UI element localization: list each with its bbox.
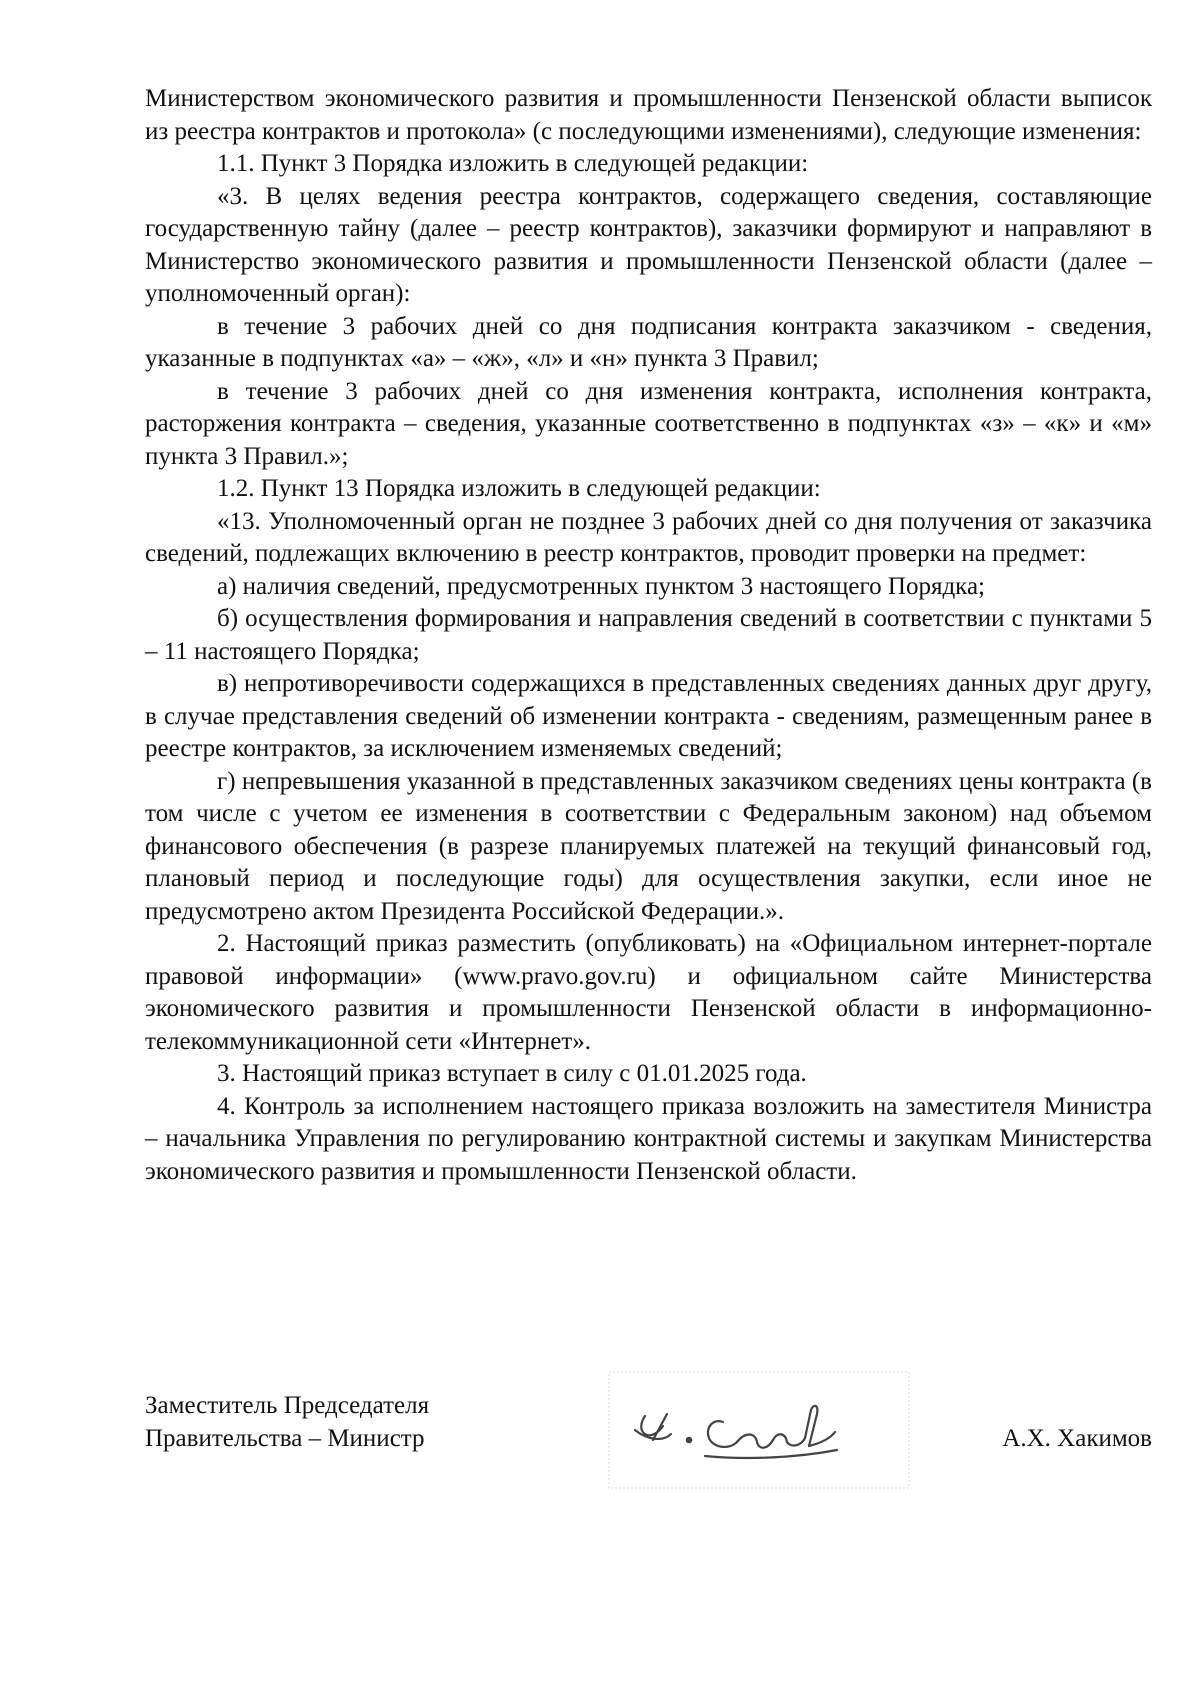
paragraph: 3. Настоящий приказ вступает в силу с 01.01.2025 года.: [217, 1060, 807, 1087]
signatory-position-line: Заместитель Председателя: [145, 1392, 430, 1419]
paragraph: 1.2. Пункт 13 Порядка изложить в следующей редакции:: [217, 475, 821, 502]
paragraph: в течение 3 рабочих дней со дня изменения контракта, исполнения контракта, расторжения контракта – сведения, указанные соответственно в подпунктах «з» – «к» и «м» пункта 3 Правил.»;: [145, 377, 1152, 470]
paragraph: «13. Уполномоченный орган не позднее 3 рабочих дней со дня получения от заказчика сведений, подлежащих включению в реестр контрактов, проводит проверки на предмет:: [145, 507, 1152, 567]
paragraph: б) осуществления формирования и направления сведений в соответствии с пунктами 5 – 11 настоящего Порядка;: [145, 605, 1152, 665]
paragraph: а) наличия сведений, предусмотренных пунктом 3 настоящего Порядка;: [217, 572, 985, 600]
signatory-position-line: Правительства – Министр: [145, 1424, 425, 1452]
document-body: [145, 83, 1152, 1188]
paragraph: г) непревышения указанной в представленных заказчиком сведениях цены контракта (в том числе с учетом ее изменения в соответствии с Федеральным законом) над объемом финансового обеспечения (в разрезе планируемых платежей на текущий финансовый год, плановый период и последующие годы) для осуществления закупки, если иное не предусмотрено актом Президента Российской Федерации.».: [145, 767, 1152, 925]
paragraph: в течение 3 рабочих дней со дня подписания контракта заказчиком - сведения, указанные в подпунктах «а» – «ж», «л» и «н» пункта 3 Правил;: [145, 312, 1152, 372]
paragraph: 1.1. Пункт 3 Порядка изложить в следующей редакции:: [217, 150, 809, 177]
paragraph: 4. Контроль за исполнением настоящего приказа возложить на заместителя Министра – начальника Управления по регулированию контрактной системы и закупкам Министерства экономического развития и промышленности Пензенской области.: [145, 1092, 1152, 1185]
signatory-name: А.Х. Хакимов: [1002, 1424, 1152, 1452]
paragraph: в) непротиворечивости содержащихся в представленных сведениях данных друг другу, в случае представления сведений об изменении контракта - сведениям, размещенным ранее в реестре контрактов, за исключением изменяемых сведений;: [145, 670, 1152, 762]
signatory-position: [145, 1390, 429, 1455]
paragraph: Министерством экономического развития и промышленности Пензенской области выписок из реестра контрактов и протокола» (с последующими изменениями), следующие изменения:: [145, 85, 1152, 145]
paragraph: «3. В целях ведения реестра контрактов, содержащего сведения, составляющие государственную тайну (далее – реестр контрактов), заказчики формируют и направляют в Министерство экономического развития и промышленности Пензенской области (далее – уполномоченный орган):: [145, 182, 1152, 307]
signature-block: [145, 1390, 1152, 1500]
handwritten-signature: [605, 1370, 915, 1490]
paragraph: 2. Настоящий приказ разместить (опубликовать) на «Официальном интернет-портале правовой информации» (www.pravo.gov.ru) и официальном сайте Министерства экономического развития и промышленности Пензенской области в информационно-телекоммуникационной сети «Интернет».: [145, 930, 1152, 1055]
